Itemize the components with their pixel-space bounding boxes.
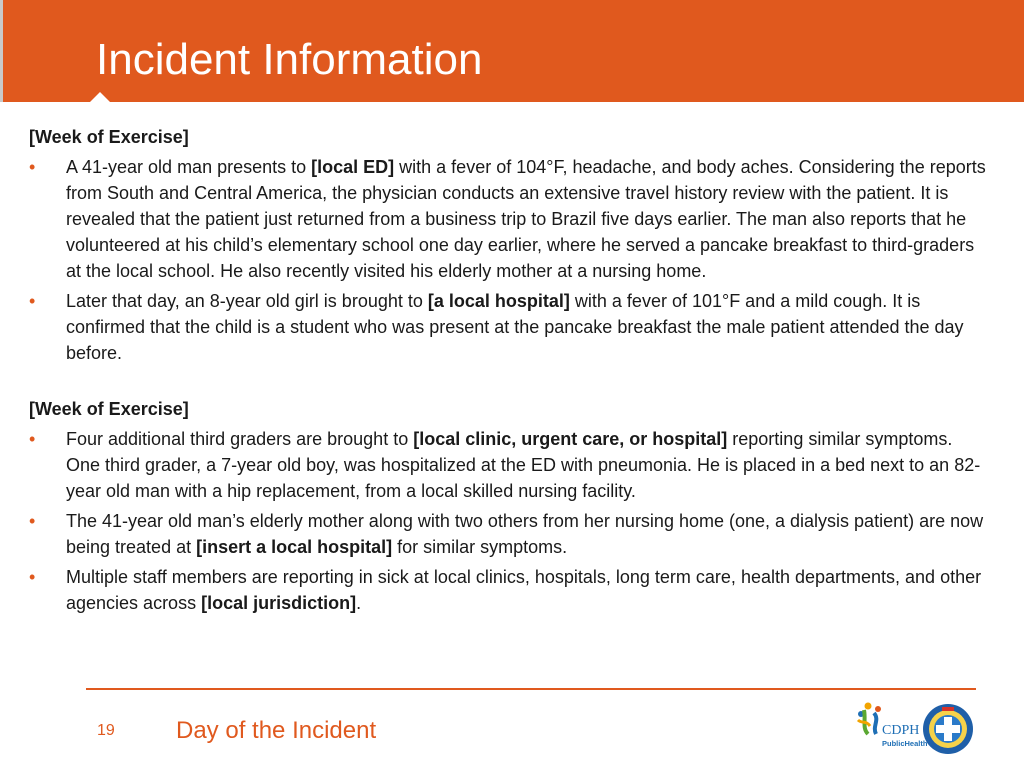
bullet-item (29, 508, 989, 560)
bullet-dot-icon: • (29, 291, 36, 311)
svg-text:PublicHealth: PublicHealth (882, 739, 928, 748)
title-bar (0, 0, 1024, 102)
title-bar-edge (0, 0, 3, 102)
bullet-text: Multiple staff members are reporting in sick at local clinics, hospitals, long term care, health departments, and other agencies across [local jurisdiction]. (66, 567, 982, 613)
bullet-dot-icon: • (29, 511, 36, 531)
section-2 (29, 396, 989, 616)
section-1 (29, 124, 989, 366)
bullet-text: A 41-year old man presents to [local ED] with a fever of 104°F, headache, and body aches. Considering the reports from South and Central America, the physician conducts an extensive travel history review with the patient. It is revealed that the patient just returned from a business trip to Brazil five days earlier. The man also reports that he volunteered at his child’s elementary school one day earlier, where he served a pancake breakfast to third-graders at the local school. He also recently visited his elderly mother at a nursing home. (66, 157, 986, 281)
page-number: 19 (97, 722, 115, 739)
section-heading: [Week of Exercise] (29, 399, 189, 419)
slide-title: Incident Information (96, 35, 483, 84)
bullet-dot-icon: • (29, 567, 36, 587)
footer-title: Day of the Incident (176, 717, 377, 744)
section-spacer (29, 370, 989, 396)
bullet-item (29, 288, 989, 366)
bullet-item (29, 154, 989, 284)
bullet-item (29, 564, 989, 616)
bullet-list (29, 426, 989, 616)
cdph-logo-icon (854, 700, 928, 756)
bullet-list (29, 154, 989, 366)
bullet-text: Four additional third graders are brought to [local clinic, urgent care, or hospital] reporting similar symptoms. One third grader, a 7-year old boy, was hospitalized at the ED with pneumonia. He is placed in a bed next to an 82-year old man with a hip replacement, from a local skilled nursing facility. (66, 429, 981, 501)
bullet-text: The 41-year old man’s elderly mother along with two others from her nursing home (one, a dialysis patient) are now being treated at [insert a local hospital] for similar symptoms. (66, 511, 984, 557)
bullet-dot-icon: • (29, 157, 36, 177)
title-notch (90, 92, 110, 102)
svg-text:CDPH: CDPH (882, 723, 920, 738)
footer-divider (86, 688, 976, 690)
bullet-text: Later that day, an 8-year old girl is brought to [a local hospital] with a fever of 101°F and a mild cough. It is confirmed that the child is a student who was present at the pancake breakfast the male patient attended the day before. (66, 291, 964, 363)
bullet-item (29, 426, 989, 504)
slide-content (29, 124, 989, 620)
bullet-dot-icon: • (29, 429, 36, 449)
emsa-seal-icon (922, 703, 974, 755)
section-heading: [Week of Exercise] (29, 127, 189, 147)
